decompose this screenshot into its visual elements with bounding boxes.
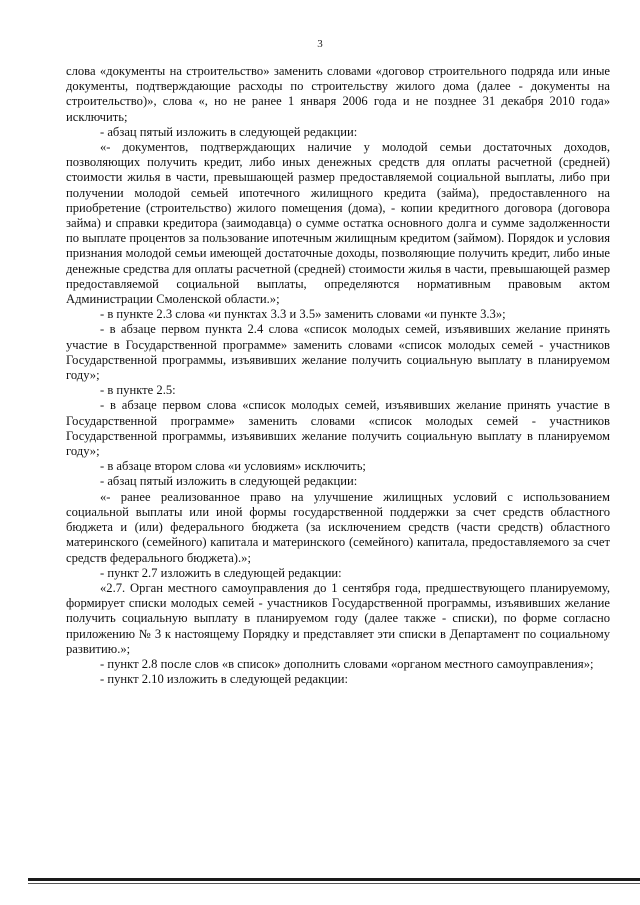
paragraph: слова «документы на строительство» заменить словами «договор строительного подряда или иные документы, подтверждающие расходы по строительству жилого дома (далее - документы на строительство)», слова «, но не ранее 1 января 2006 года и не позднее 31 декабря 2010 года» исключить; [66,64,610,124]
paragraph: - пункт 2.10 изложить в следующей редакции: [100,672,348,687]
paragraph: - в пункте 2.3 слова «и пунктах 3.3 и 3.5» заменить словами «и пункте 3.3»; [100,307,506,322]
paragraph: - пункт 2.7 изложить в следующей редакции: [100,565,342,580]
page-number: 3 [317,38,323,50]
paragraph: - в пункте 2.5: [100,383,176,398]
paragraph: - в абзаце втором слова «и условиям» исключить; [100,459,366,474]
paragraph: «2.7. Орган местного самоуправления до 1 сентября года, предшествующего планируемому, формирует списки молодых семей - участников Государственной программы, изъявивших желание получить социальную выплату в планируемом году (далее также - списки), по форме согласно приложению № 3 к настоящему Порядку и представляет эти списки в Департамент по социальному развитию.»; [66,580,610,656]
paragraph: - в абзаце первом пункта 2.4 слова «список молодых семей, изъявивших желание принять участие в Государственной программе» заменить словами «список молодых семей - участников Государственной программы, изъявивших желание получить социальную выплату в планируемом году»; [66,322,610,383]
bottom-rule [28,878,640,881]
paragraph: - абзац пятый изложить в следующей редакции: [100,124,358,139]
paragraph: - абзац пятый изложить в следующей редакции: [100,474,358,489]
paragraph: «- ранее реализованное право на улучшение жилищных условий с использованием социальной выплаты или иной формы государственной поддержки за счет средств областного бюджета и (или) федерального бюджета (за исключением средств (части средств) областного материнского (семейного) капитала и материнского (семейного) капитала, предоставляемого за счет средств федерального бюджета).»; [66,489,610,565]
paragraph: - пункт 2.8 после слов «в список» дополнить словами «органом местного самоуправления»; [100,656,594,671]
bottom-rule-thin [28,883,640,884]
paragraph: - в абзаце первом слова «список молодых семей, изъявивших желание принять участие в Государственной программе» заменить словами «список молодых семей - участников Государственной программы, изъявивших желание получить социальную выплату в планируемом году»; [66,398,610,459]
document-body [66,64,610,687]
paragraph: «- документов, подтверждающих наличие у молодой семьи достаточных доходов, позволяющих получить кредит, либо иных денежных средств для оплаты расчетной (средней) стоимости жилья в части, превышающей размер предоставляемой социальной выплаты, либо при получении молодой семьей ипотечного жилищного кредита (займа), предоставленного на приобретение (строительство) жилого помещения (дома), - копии кредитного договора (договора займа) и справки кредитора (заимодавца) о сумме остатка основного долга и сумме задолженности по выплате процентов за пользование ипотечным жилищным кредитом (займом). Порядок и условия признания молодой семьи имеющей достаточные доходы, позволяющие получить кредит, либо иные денежные средства для оплаты расчетной (средней) стоимости жилья в части, превышающей размер предоставляемой социальной выплаты, определяются нормативным правовым актом Администрации Смоленской области.»; [66,140,610,307]
